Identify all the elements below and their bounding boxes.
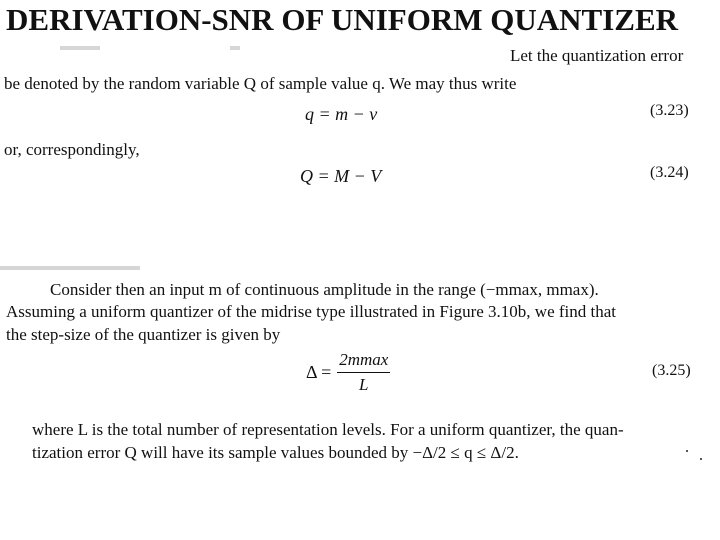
fraction-denominator: L [359,375,369,394]
text-line: tization error Q will have its sample values bounded by −Δ/2 ≤ q ≤ Δ/2. [32,443,519,462]
equation-lhs: Δ = [306,362,332,382]
equation-number: (3.25) [652,362,691,379]
slide-title: DERIVATION-SNR OF UNIFORM QUANTIZER [6,2,679,37]
equation-number: (3.23) [650,102,689,119]
scan-artifact [230,46,240,50]
scan-artifact [60,46,100,50]
scanned-text-excerpt [0,40,720,540]
text-line: where L is the total number of representation levels. For a uniform quantizer, the quan- [32,420,624,439]
equation-3-25 [306,350,390,395]
equation-number: (3.24) [650,164,689,181]
fraction-numerator: 2mmax [337,350,390,373]
scan-artifact [0,266,140,270]
scan-artifact [700,458,702,460]
text-line: Assuming a uniform quantizer of the midrise type illustrated in Figure 3.10b, we find that [6,302,616,321]
text-line: or, correspondingly, [4,140,140,159]
text-line: Consider then an input m of continuous amplitude in the range (−mmax, mmax). [50,280,599,299]
text-line: the step-size of the quantizer is given by [6,325,281,344]
text-line: be denoted by the random variable Q of sample value q. We may thus write [4,74,517,93]
scan-artifact [686,450,688,452]
equation-3-24: Q = M − V [300,166,382,186]
text-line: Let the quantization error [510,46,684,65]
equation-3-23: q = m − v [305,104,378,124]
